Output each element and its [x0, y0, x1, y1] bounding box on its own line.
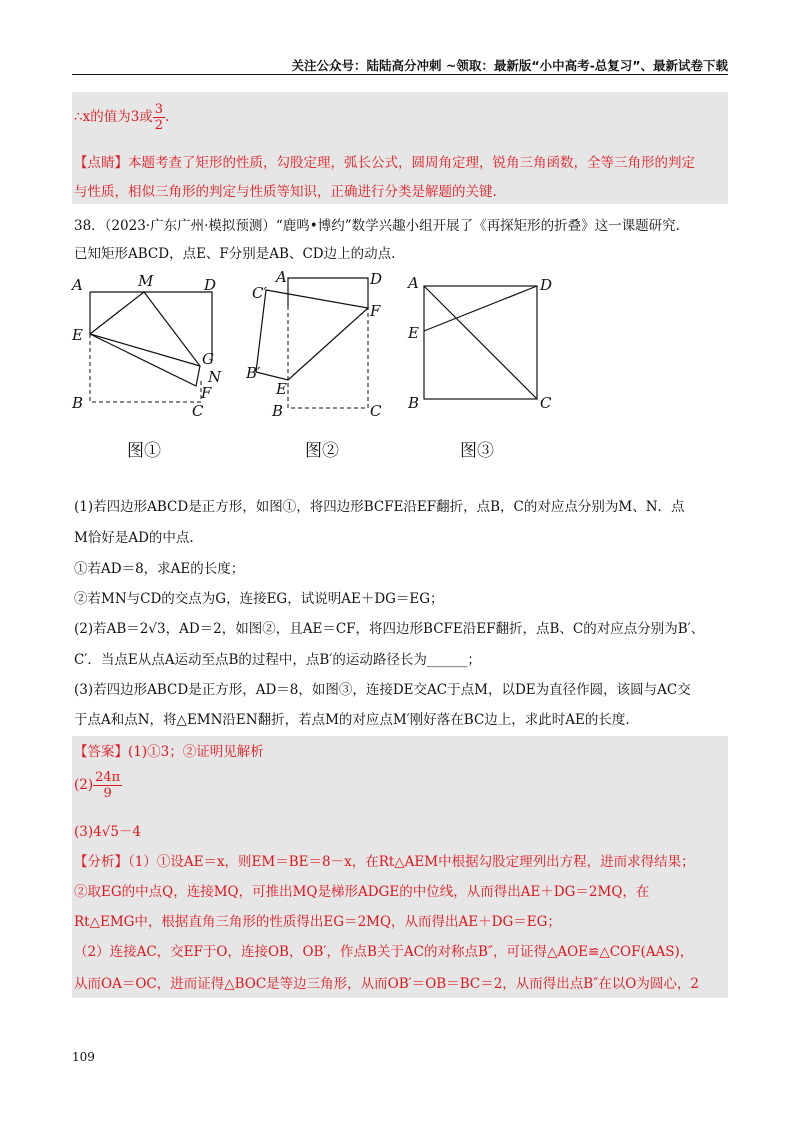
fig1-label-a: A	[72, 276, 83, 294]
fraction-three-halves: $\frac{3}{2}$	[154, 102, 164, 133]
fig2-label-b-prime: B′	[246, 364, 261, 382]
analysis-line: 【分析】（1）①设AE＝x，则EM＝BE＝8－x，在Rt△AEM中根据勾股定理列出方程，进而求得结果；	[74, 854, 695, 870]
question-line: (2)若AB＝2√3，AD＝2，如图②，且AE＝CF，将四边形BCFE沿EF翻折，点B、C的对应点分别为B′、	[74, 621, 705, 637]
fig3-label-a: A	[408, 274, 419, 292]
fig2-label-e: E	[276, 380, 287, 398]
figure-2	[246, 268, 406, 428]
fig1-label-b: B	[72, 394, 84, 412]
answer-line-2: (2) $\frac{24\pi}{9}$	[74, 770, 121, 801]
answer-line-1: 【答案】(1)①3；②证明见解析	[74, 744, 264, 760]
page-number: 109	[72, 1050, 95, 1064]
fig1-label-e: E	[72, 326, 83, 344]
figure-3	[404, 268, 564, 428]
question-line: C′．当点E从点A运动至点B的过程中，点B′的运动路径长为______；	[74, 652, 481, 668]
header-divider	[72, 74, 728, 75]
fig2-label-c: C	[370, 402, 382, 420]
fig2-label-c-prime: C′	[252, 284, 267, 302]
fraction-24pi-over-9: $\frac{24\pi}{9}$	[95, 770, 121, 801]
fig3-caption: 图③	[460, 441, 494, 461]
fig2-label-d: D	[370, 270, 383, 288]
fig2-label-a: A	[276, 268, 287, 286]
fig3-label-e: E	[408, 324, 419, 342]
comment-line-1: 【点睛】本题考查了矩形的性质，勾股定理，弧长公式，圆周角定理，锐角三角函数，全等三角形的判定	[74, 155, 695, 171]
problem-line-1: 38．（2023·广东广州·模拟预测）“鹿鸣•博约”数学兴趣小组开展了《再探矩形的折叠》这一课题研究.	[74, 218, 680, 234]
fig1-label-d: D	[204, 276, 217, 294]
problem-line-2: 已知矩形ABCD，点E、F分别是AB、CD边上的动点.	[74, 246, 396, 262]
question-line: M恰好是AD的中点.	[74, 530, 194, 546]
analysis-line: （2）连接AC，交EF于O，连接OB，OB′，作点B关于AC的对称点B″，可证得△AOE≌△COF(AAS)，	[74, 944, 694, 960]
fig2-label-b: B	[272, 402, 284, 420]
comment-line-2: 与性质，相似三角形的判定与性质等知识，正确进行分类是解题的关键.	[74, 184, 497, 200]
question-line: ①若AD＝8，求AE的长度；	[74, 561, 245, 577]
fig3-label-b: B	[408, 394, 420, 412]
question-line: ②若MN与CD的交点为G，连接EG，试说明AE＋DG＝EG；	[74, 591, 444, 607]
fig1-label-g: G	[202, 350, 214, 368]
fig2-caption: 图②	[305, 441, 339, 461]
analysis-line: ②取EG的中点Q，连接MQ，可推出MQ是梯形ADGE的中位线，从而得出AE＋DG＝2MQ，在	[74, 884, 650, 900]
question-line: (3)若四边形ABCD是正方形，AD＝8，如图③，连接DE交AC于点M，以DE为直径作圆，该圆与AC交	[74, 682, 691, 698]
analysis-line: Rt△EMG中，根据直角三角形的性质得出EG＝2MQ，从而得出AE＋DG＝EG；	[74, 914, 561, 930]
fig1-label-f: F	[201, 384, 212, 402]
question-line: 于点A和点N，将△EMN沿EN翻折，若点M的对应点M′刚好落在BC边上，求此时AE的长度.	[74, 712, 630, 728]
figure-1	[68, 268, 248, 428]
analysis-line: 从而OA＝OC，进而证得△BOC是等边三角形，从而OB′＝OB＝BC＝2，从而得出点B″在以O为圆心，2	[74, 976, 699, 992]
fig3-label-d: D	[540, 276, 553, 294]
fig3-label-c: C	[540, 394, 552, 412]
question-line: (1)若四边形ABCD是正方形，如图①，将四边形BCFE沿EF翻折，点B，C的对应点分别为M、N．点	[74, 499, 685, 515]
answer-line-3: (3)4√5－4	[74, 824, 141, 840]
page-header: 关注公众号：陆陆高分冲刺 ~领取：最新版“小中高考-总复习”、最新试卷下载	[291, 58, 728, 73]
fig2-label-f: F	[370, 302, 381, 320]
conclusion-line: ∴x的值为3或 $\frac{3}{2}$ .	[74, 102, 170, 133]
fig1-caption: 图①	[127, 441, 161, 461]
fig1-label-n: N	[208, 368, 222, 386]
fig1-label-m: M	[138, 272, 154, 290]
fig1-label-c: C	[192, 402, 204, 420]
